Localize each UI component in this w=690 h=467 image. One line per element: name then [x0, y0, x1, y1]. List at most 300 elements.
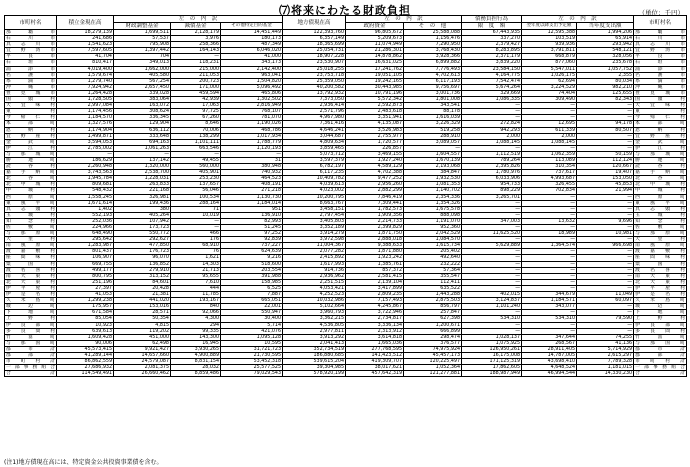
- row-value: 2,956,260: [346, 182, 404, 188]
- row-value: 795,908: [114, 42, 171, 48]
- row-value: 1,101,240: [462, 304, 522, 310]
- row-value: 1,130,730: [221, 194, 283, 200]
- row-value: —: [522, 145, 577, 151]
- row-value: —: [577, 322, 634, 328]
- header-burden-breakdown: 左 の 内 訳: [522, 16, 634, 23]
- row-value: 8,831,154: [171, 359, 221, 365]
- row-value: 96,070: [114, 255, 171, 261]
- row-value: 499,177: [57, 267, 114, 273]
- row-municipality: 城辺町: [6, 304, 55, 310]
- header-fund-breakdown: 左 の 内 訳: [114, 16, 283, 23]
- row-value: 126,950,261: [462, 346, 522, 352]
- row-value: 1,699,511: [114, 30, 171, 36]
- row-value: 19,407: [577, 170, 634, 176]
- row-value: 1,871,880: [346, 249, 404, 255]
- row-value: 737,617: [522, 170, 577, 176]
- row-value: 8,663,767: [283, 200, 346, 206]
- row-value: 8,859,486: [171, 371, 221, 377]
- row-value: 1,788,779: [221, 139, 283, 145]
- row-value: 1,101,111: [171, 139, 221, 145]
- row-value: 877,060: [522, 60, 577, 66]
- row-value: 25,359,050: [283, 78, 346, 84]
- row-value: 2,395,826: [462, 164, 522, 170]
- row-value: 1,670,139: [404, 157, 462, 163]
- row-value: —: [462, 322, 522, 328]
- row-value: 1,120,193: [221, 145, 283, 151]
- row-value: —: [522, 115, 577, 121]
- row-value: 97,725: [171, 109, 221, 115]
- row-municipality-right: 石川市: [635, 36, 686, 42]
- row-value: 7,290,950: [404, 42, 462, 48]
- row-value: 23,584,150: [462, 66, 522, 72]
- row-municipality: 郡部計: [6, 352, 55, 358]
- row-value: 1,617,993: [283, 261, 346, 267]
- row-value: 175,957: [57, 304, 114, 310]
- row-value: 74,255: [577, 334, 634, 340]
- row-value: 4,815: [114, 322, 171, 328]
- row-value: —: [57, 151, 114, 157]
- row-value: 39,304,985: [283, 365, 346, 371]
- row-municipality-right: 渡嘉敷村: [635, 249, 686, 255]
- row-value: 1,364,574: [522, 243, 577, 249]
- row-value: 100,534: [171, 194, 221, 200]
- row-value: 309,490: [522, 97, 577, 103]
- row-value: 49,455: [171, 157, 221, 163]
- row-value: 1,084,570: [404, 237, 462, 243]
- row-value: 258,366: [171, 42, 221, 48]
- row-value: 347,003: [462, 218, 522, 224]
- row-municipality: 北谷町: [6, 176, 55, 182]
- row-value: 2,997,084: [57, 103, 114, 109]
- row-value: 737,227: [221, 243, 283, 249]
- row-value: 6,117,193: [404, 78, 462, 84]
- row-value: —: [577, 206, 634, 212]
- row-value: —: [462, 249, 522, 255]
- row-value: 74,404: [522, 90, 577, 96]
- row-value: 24,579,087: [114, 359, 171, 365]
- row-value: 226,857: [346, 145, 404, 151]
- row-value: 13,792,932: [283, 90, 346, 96]
- row-value: 199,436: [114, 200, 171, 206]
- row-value: 14,330,230: [577, 371, 634, 377]
- row-value: 1,443,288: [404, 292, 462, 298]
- row-value: 4,019,400: [57, 66, 114, 72]
- row-municipality: 具志頭村: [6, 206, 55, 212]
- row-value: 801,437: [57, 249, 114, 255]
- row-value: 103,519: [522, 36, 577, 42]
- row-value: 1,397,442: [114, 48, 171, 54]
- row-value: 6,357,149: [283, 36, 346, 42]
- row-value: 18,365,699: [283, 42, 346, 48]
- row-value: 2,615,297: [577, 352, 634, 358]
- row-municipality-right: 渡名喜村: [635, 267, 686, 273]
- row-value: 16,945: [171, 340, 221, 346]
- row-value: —: [522, 328, 577, 334]
- row-value: 1,327,576: [57, 121, 114, 127]
- row-municipality: 北大東村: [6, 279, 55, 285]
- row-value: 1,665,036: [346, 340, 404, 346]
- row-value: 288,164: [171, 200, 221, 206]
- row-value: 343,077: [522, 304, 577, 310]
- row-value: 982,210: [577, 84, 634, 90]
- row-value: 3,362,215: [283, 316, 346, 322]
- row-value: 79,029,543: [221, 371, 283, 377]
- header-fund-total: 積立金現在高: [57, 16, 114, 30]
- row-value: 966,698: [577, 243, 634, 249]
- row-value: 310,354: [522, 164, 577, 170]
- row-value: 421,076: [221, 328, 283, 334]
- row-value: 1,675,578: [404, 206, 462, 212]
- row-value: 4,900,889: [171, 352, 221, 358]
- row-value: —: [577, 310, 634, 316]
- row-value: —: [577, 279, 634, 285]
- row-value: 3,458,151: [283, 206, 346, 212]
- row-value: 789,264: [462, 157, 522, 163]
- row-value: —: [522, 267, 577, 273]
- row-value: 3,526,983: [346, 127, 404, 133]
- row-value: 914,736: [283, 267, 346, 273]
- row-municipality-right: 東風平町: [635, 200, 686, 206]
- row-value: 294: [171, 322, 221, 328]
- row-value: 2,139,104: [346, 279, 404, 285]
- row-municipality: 豊見城市: [6, 90, 55, 96]
- row-value: 1,088,145: [462, 139, 522, 145]
- row-value: 7,542,474: [462, 78, 522, 84]
- row-municipality-right: 豊見城市: [635, 90, 686, 96]
- row-value: 3,791,811: [522, 48, 577, 54]
- header-municipality: 市町村名: [5, 16, 57, 30]
- row-value: 10,595: [221, 340, 283, 346]
- row-value: 3,226,329: [404, 121, 462, 127]
- row-value: 84,601: [114, 279, 171, 285]
- row-value: —: [522, 310, 577, 316]
- row-value: 3,265,701: [462, 194, 522, 200]
- row-value: 232,222: [404, 261, 462, 267]
- row-value: 26,660,462: [114, 371, 171, 377]
- row-value: 4,164,775: [462, 72, 522, 78]
- row-municipality-right: 粟国村: [635, 261, 686, 267]
- row-value: 3,722,946: [346, 310, 404, 316]
- row-value: 1,662,000: [114, 66, 171, 72]
- row-value: 90,006: [57, 340, 114, 346]
- row-value: 339,028: [114, 90, 171, 96]
- row-value: 1,923,242: [346, 255, 404, 261]
- row-value: 88,178: [404, 109, 462, 115]
- row-value: 7,157,493: [346, 298, 404, 304]
- row-value: 810,417: [57, 60, 114, 66]
- row-value: 62,498: [114, 340, 171, 346]
- row-value: 3,743,563: [57, 170, 114, 176]
- row-value: 1,112,519: [462, 151, 522, 157]
- row-value: 856,797: [404, 304, 462, 310]
- row-value: —: [577, 273, 634, 279]
- row-value: 2,000: [522, 133, 577, 139]
- row-value: 31: [221, 157, 283, 163]
- row-value: 16,175,008: [462, 352, 522, 358]
- row-value: 96,805,672: [346, 30, 404, 36]
- row-value: 158,985: [221, 279, 283, 285]
- row-value: 71: [171, 206, 221, 212]
- row-municipality: 勝連町: [6, 157, 55, 163]
- row-value: 114,549,491: [57, 371, 114, 377]
- row-value: —: [221, 151, 283, 157]
- row-value: 1,782,573: [346, 206, 404, 212]
- row-value: 42,939: [171, 97, 221, 103]
- row-municipality: 今帰仁村: [6, 115, 55, 121]
- row-value: 2,571,796: [283, 109, 346, 115]
- row-value: 120,225,497: [404, 359, 462, 365]
- row-value: 4,300: [171, 316, 221, 322]
- row-value: 3,224,529: [522, 84, 577, 90]
- row-value: 343,173: [221, 60, 283, 66]
- row-municipality: 恩納村: [6, 127, 55, 133]
- row-value: —: [577, 212, 634, 218]
- row-value: 298,474: [404, 334, 462, 340]
- row-value: 1,609,428: [57, 334, 114, 340]
- row-value: 477,850: [114, 243, 171, 249]
- row-value: 9,216: [221, 255, 283, 261]
- row-municipality: 南風原町: [6, 243, 55, 249]
- row-value: 8,646: [171, 121, 221, 127]
- row-municipality: 大宜味村: [6, 103, 55, 109]
- row-value: 41,289,144: [57, 352, 114, 358]
- row-value: 1,200,671: [404, 322, 462, 328]
- row-value: 3,914,279: [283, 231, 346, 237]
- row-value: 3,417,899: [346, 285, 404, 291]
- row-value: —: [171, 225, 221, 231]
- row-value: 251,196: [57, 279, 114, 285]
- row-value: 20,428: [114, 285, 171, 291]
- row-value: 10,409,782: [283, 176, 346, 182]
- row-value: 118,231: [171, 60, 221, 66]
- row-value: 1,174,456: [57, 109, 114, 115]
- row-value: 3,405,803: [283, 218, 346, 224]
- row-municipality-right: 伊良部町: [635, 322, 686, 328]
- row-value: 65,914: [577, 36, 634, 42]
- row-value: 268,567: [522, 340, 577, 346]
- row-value: 6,782,197: [283, 164, 346, 170]
- row-value: 1,190,026: [221, 121, 283, 127]
- row-value: 38,017,621: [346, 365, 404, 371]
- row-municipality-right: 都市計: [635, 346, 686, 352]
- row-value: 1,994,206: [577, 30, 634, 36]
- row-municipality: 中城村: [6, 188, 55, 194]
- row-municipality-right: 知念村: [635, 218, 686, 224]
- row-value: —: [577, 133, 634, 139]
- row-municipality-right: 金武町: [635, 139, 686, 145]
- row-value: 106,907: [57, 255, 114, 261]
- row-value: 136,910: [221, 212, 283, 218]
- row-value: 263,833: [114, 182, 171, 188]
- row-value: 70,006: [171, 127, 221, 133]
- row-municipality: 合計: [6, 371, 55, 377]
- row-value: 809,681: [57, 182, 114, 188]
- row-value: 129,904: [114, 121, 171, 127]
- row-value: 702,834: [522, 188, 577, 194]
- row-value: 53,452,318: [221, 359, 283, 365]
- row-municipality: 西原町: [6, 194, 55, 200]
- row-value: —: [522, 194, 577, 200]
- row-value: 1,385,761: [346, 261, 404, 267]
- row-value: 279,910: [114, 267, 171, 273]
- row-value: 704: [114, 54, 171, 60]
- row-value: 2,193,068: [404, 164, 462, 170]
- row-value: 4,993,687: [522, 176, 577, 182]
- row-value: 1,780,976: [462, 170, 522, 176]
- row-value: 80,034: [577, 78, 634, 84]
- row-municipality: 下地町: [6, 310, 55, 316]
- row-value: 668,879: [522, 54, 577, 60]
- row-value: —: [522, 103, 577, 109]
- row-value: 2,809,235: [346, 292, 404, 298]
- row-value: 326,455: [522, 182, 577, 188]
- row-value: 1,621: [171, 255, 221, 261]
- row-value: 519,258: [404, 127, 462, 133]
- row-value: —: [462, 255, 522, 261]
- row-value: 2,538,700: [114, 170, 171, 176]
- row-value: 85,054: [57, 316, 114, 322]
- row-value: 18,989: [522, 231, 577, 237]
- row-municipality-right: 大宜味村: [635, 103, 686, 109]
- row-value: 92,839: [221, 237, 283, 243]
- row-value: 5,714: [221, 322, 283, 328]
- row-municipality: 伊是名村: [6, 292, 55, 298]
- row-value: 12,695: [522, 121, 577, 127]
- row-value: 14,303: [171, 261, 221, 267]
- row-value: —: [462, 225, 522, 231]
- row-value: 349,013: [114, 60, 171, 66]
- row-value: 27,686,932: [57, 365, 114, 371]
- row-value: 4,809,634: [283, 139, 346, 145]
- row-value: —: [577, 267, 634, 273]
- row-value: 28,571: [114, 310, 171, 316]
- row-value: 548,432: [57, 188, 114, 194]
- row-municipality-right: 与那原町: [635, 231, 686, 237]
- row-value: 560,000: [171, 164, 221, 170]
- row-value: 23,753,718: [283, 72, 346, 78]
- row-value: 1,088,145: [522, 139, 577, 145]
- row-value: 4,646,241: [283, 127, 346, 133]
- row-municipality-right: 座間味村: [635, 255, 686, 261]
- row-value: 203,554: [221, 267, 283, 273]
- row-value: 28,032: [171, 365, 221, 371]
- row-municipality-right: 合計: [635, 371, 686, 377]
- row-value: 2,936,414: [283, 103, 346, 109]
- row-value: —: [522, 285, 577, 291]
- row-municipality: 多良間村: [6, 328, 55, 334]
- row-value: 383,064: [114, 97, 171, 103]
- row-value: —: [522, 237, 577, 243]
- row-municipality: 宜野座村: [6, 133, 55, 139]
- row-value: —: [577, 139, 634, 145]
- row-value: 7,309,441: [346, 200, 404, 206]
- row-value: 1,504,820: [221, 78, 283, 84]
- row-value: 125,655: [577, 90, 634, 96]
- row-municipality-right: 一部事務組合: [635, 365, 686, 371]
- row-value: 740,932: [221, 170, 283, 176]
- row-value: 408,191: [221, 182, 283, 188]
- row-value: 1,728,505: [57, 97, 114, 103]
- row-value: 1,616,039: [404, 115, 462, 121]
- row-municipality: 名護市: [6, 72, 55, 78]
- row-value: 2,888,018: [346, 237, 404, 243]
- row-value: —: [522, 200, 577, 206]
- header-other: そ の 他: [404, 23, 462, 30]
- row-value: 1,181,015: [577, 365, 634, 371]
- row-value: 153,016: [114, 304, 171, 310]
- row-value: —: [577, 225, 634, 231]
- row-value: 112,124: [577, 157, 634, 163]
- row-value: 23,530,907: [283, 60, 346, 66]
- row-value: 4,039,613: [283, 182, 346, 188]
- row-value: 352,734,519: [283, 346, 346, 352]
- row-value: —: [462, 200, 522, 206]
- row-value: 241,686: [57, 36, 114, 42]
- row-value: 215,000: [171, 66, 221, 72]
- row-municipality-right: 宜野湾市: [635, 48, 686, 54]
- row-municipality: 伊良部町: [6, 322, 55, 328]
- row-value: 487,349: [221, 42, 283, 48]
- row-value: 457,642,319: [346, 371, 404, 377]
- row-value: 1,541,623: [57, 42, 114, 48]
- row-value: —: [462, 310, 522, 316]
- row-value: 163,072: [114, 103, 171, 109]
- row-value: —: [522, 255, 577, 261]
- row-value: —: [114, 151, 171, 157]
- row-municipality: 知念村: [6, 218, 55, 224]
- row-value: 122,393,760: [283, 30, 346, 36]
- row-municipality: 玉城村: [6, 212, 55, 218]
- row-value: 45,853: [577, 182, 634, 188]
- row-value: 405,264: [114, 212, 171, 218]
- row-value: 1,402: [57, 206, 114, 212]
- row-municipality-right: 北大東村: [635, 279, 686, 285]
- row-value: 333,648: [114, 133, 171, 139]
- row-value: 337,270: [462, 36, 522, 42]
- row-value: 11,049: [577, 292, 634, 298]
- row-municipality: 東風平町: [6, 200, 55, 206]
- row-municipality-right: 西原町: [635, 194, 686, 200]
- row-value: 3,928,366: [404, 54, 462, 60]
- row-value: 277,768,595: [346, 346, 404, 352]
- row-value: —: [462, 103, 522, 109]
- row-value: 5,102,664: [283, 304, 346, 310]
- row-value: 22,001: [221, 304, 283, 310]
- row-value: 9,756,697: [404, 84, 462, 90]
- row-value: 10,032,986: [283, 298, 346, 304]
- row-municipality: 座間味村: [6, 255, 55, 261]
- row-value: 21,286,301: [346, 48, 404, 54]
- row-value: —: [462, 261, 522, 267]
- row-value: 2,936,962: [283, 273, 346, 279]
- row-value: 4,967,980: [283, 115, 346, 121]
- row-value: 235,678: [577, 60, 634, 66]
- row-value: 1,279,740: [57, 78, 114, 84]
- row-value: 7,789,328: [577, 359, 634, 365]
- row-value: 5,096,492: [221, 84, 283, 90]
- row-value: 2,041,413: [283, 340, 346, 346]
- row-municipality-right: 具志川市: [635, 42, 686, 48]
- row-value: 4,648,524: [522, 365, 577, 371]
- row-municipality: 一部事務組合: [6, 365, 55, 371]
- row-value: 3,913,292: [283, 334, 346, 340]
- row-value: 271,218: [221, 188, 283, 194]
- row-value: 1,052,364: [404, 365, 462, 371]
- row-value: 2,415,892: [283, 255, 346, 261]
- row-value: 326,981: [114, 194, 171, 200]
- row-value: 669,755: [57, 261, 114, 267]
- row-value: 79,590: [577, 316, 634, 322]
